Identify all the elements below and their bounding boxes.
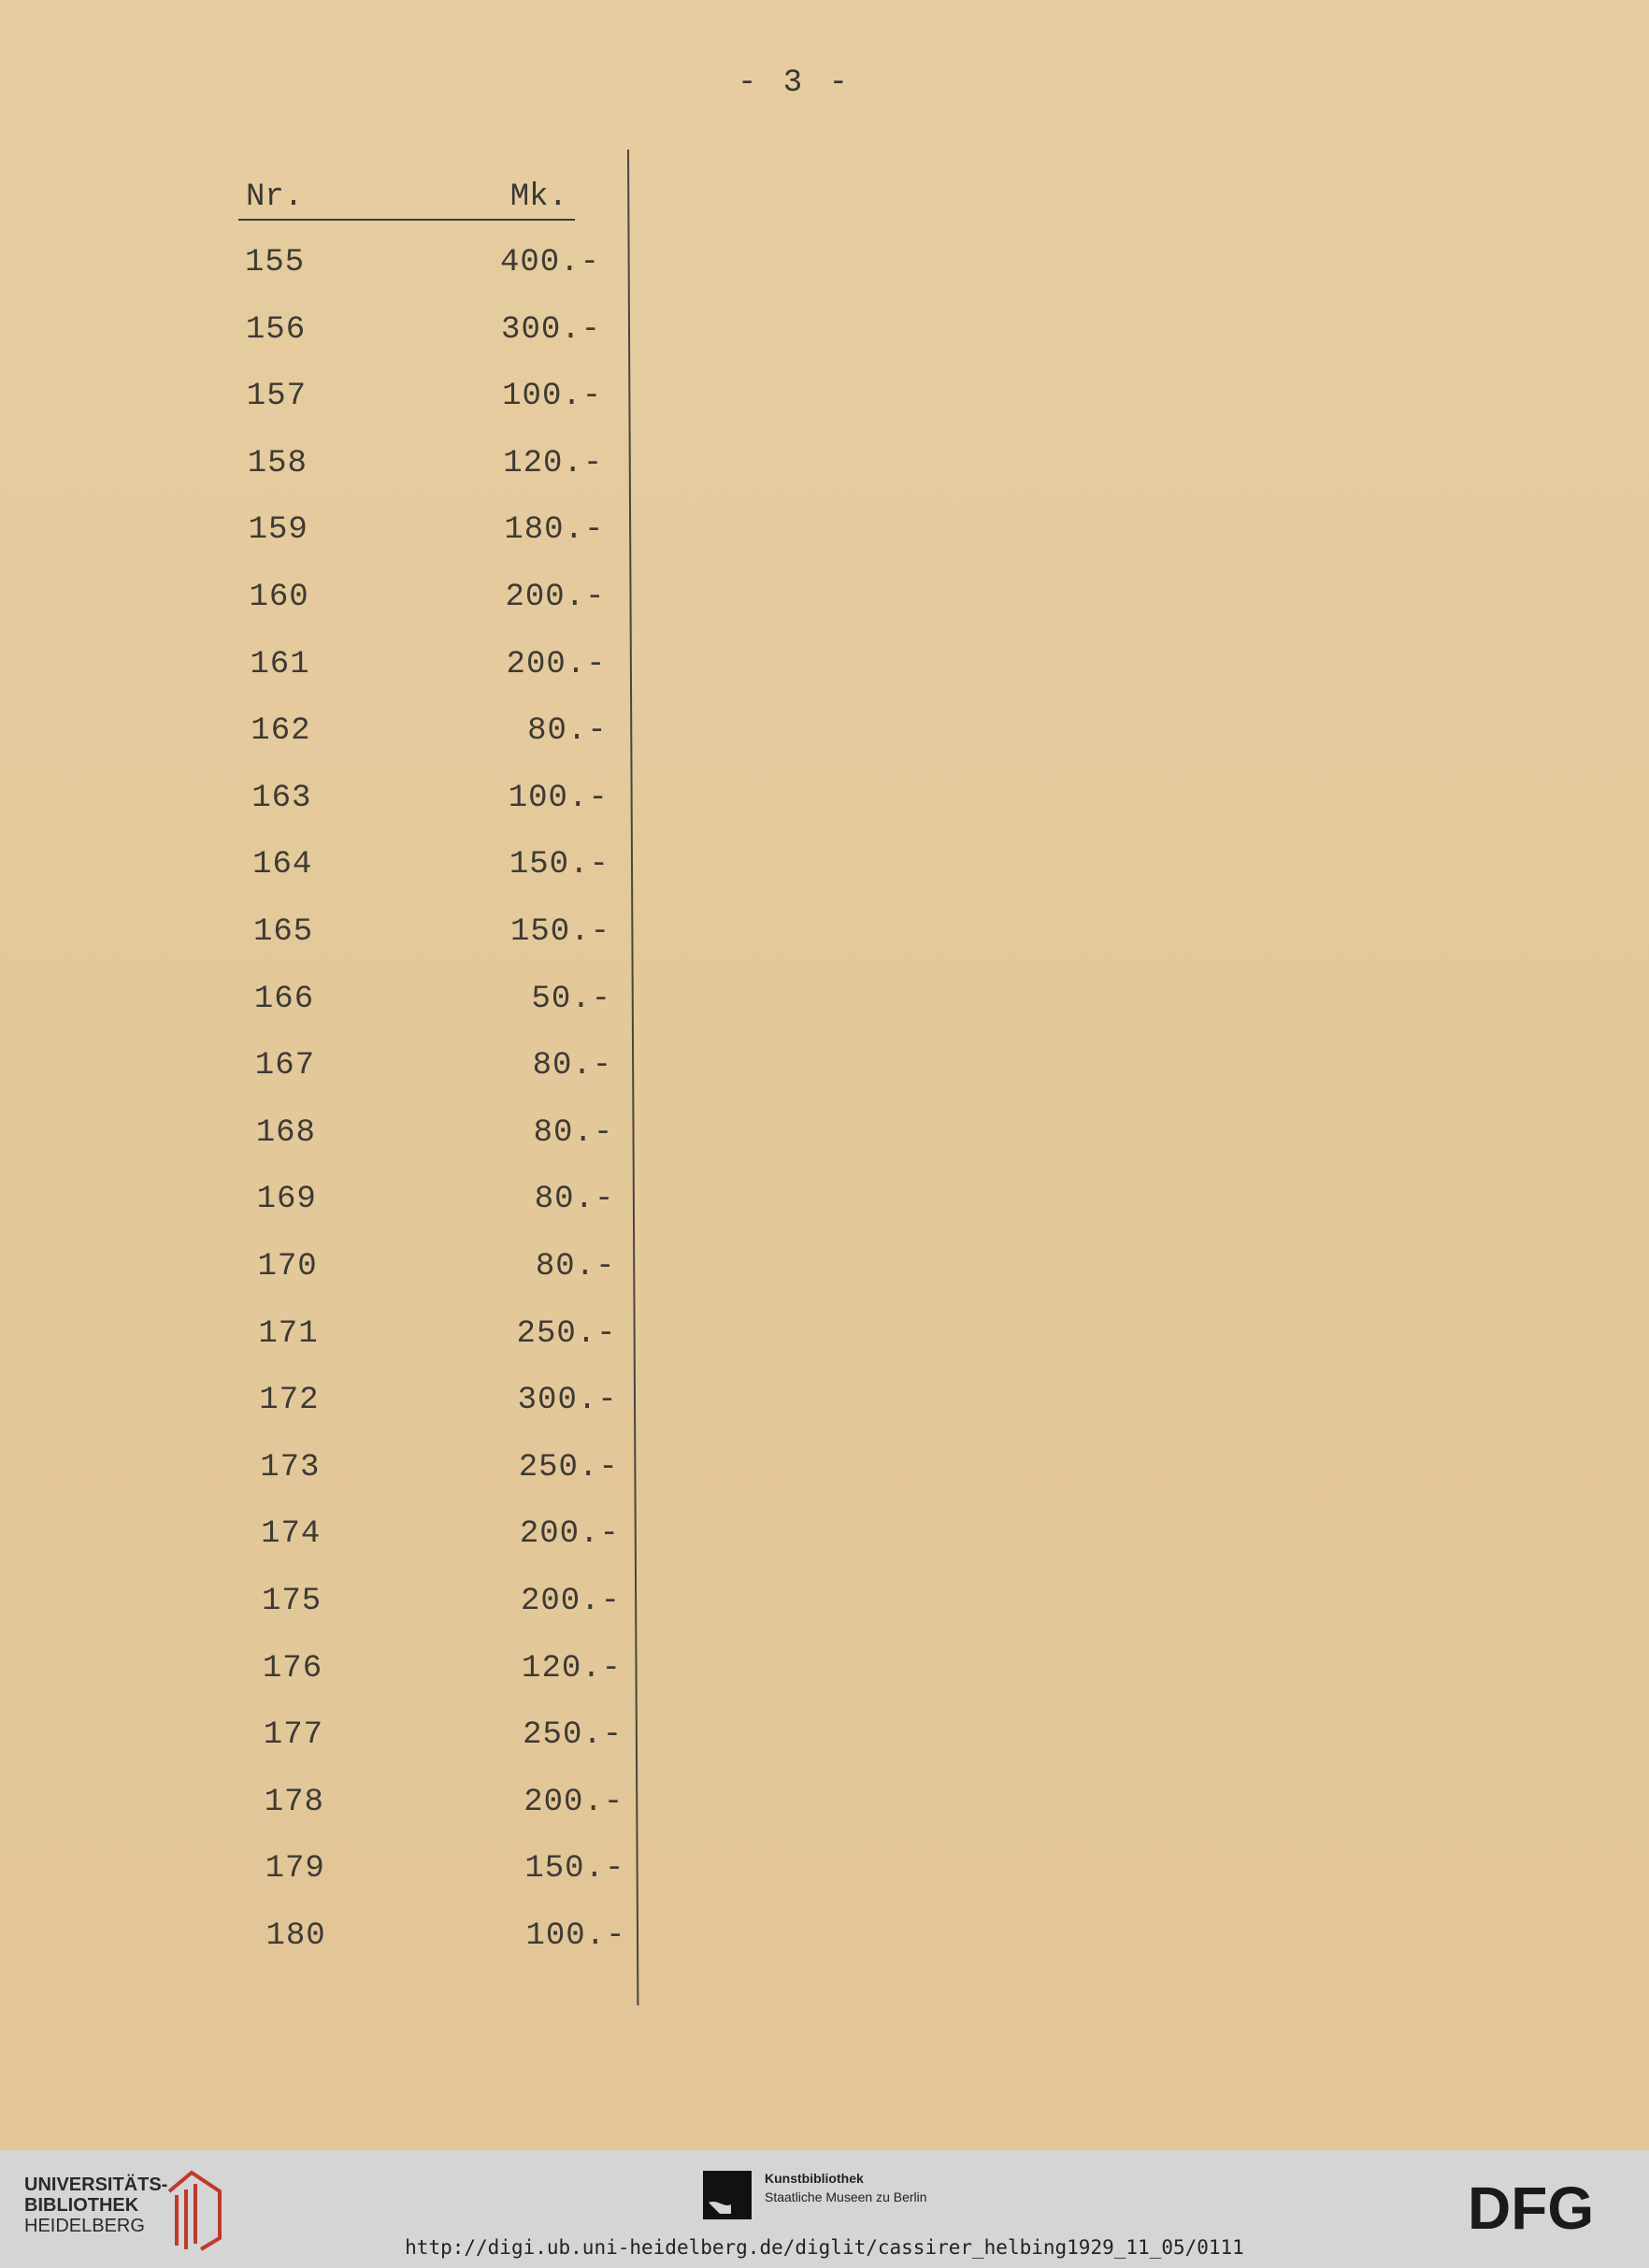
row-mk: 180.- bbox=[504, 512, 605, 549]
row-nr: 169 bbox=[256, 1182, 317, 1218]
table-row bbox=[254, 982, 611, 1028]
row-nr: 167 bbox=[254, 1048, 316, 1084]
row-mk: 80.- bbox=[527, 713, 608, 750]
row-mk: 300.- bbox=[501, 311, 602, 348]
row-mk: 200.- bbox=[506, 646, 607, 682]
row-mk: 150.- bbox=[524, 1851, 625, 1888]
row-nr: 163 bbox=[251, 780, 312, 816]
row-mk: 100.- bbox=[508, 780, 609, 816]
table-row bbox=[259, 1383, 617, 1429]
ub-line1: UNIVERSITÄTS- bbox=[24, 2175, 168, 2195]
table-row bbox=[248, 446, 604, 493]
table-row bbox=[262, 1584, 621, 1630]
row-nr: 168 bbox=[255, 1114, 316, 1151]
row-mk: 150.- bbox=[509, 847, 609, 883]
page-number: - 3 - bbox=[737, 65, 853, 101]
row-mk: 200.- bbox=[519, 1516, 620, 1553]
row-nr: 175 bbox=[262, 1584, 323, 1619]
table-row bbox=[266, 1918, 626, 1965]
table-row bbox=[261, 1516, 620, 1563]
row-nr: 176 bbox=[262, 1650, 323, 1687]
row-mk: 120.- bbox=[503, 445, 604, 481]
row-nr: 164 bbox=[252, 847, 313, 883]
row-mk: 200.- bbox=[523, 1784, 624, 1820]
header-mk: Mk. bbox=[509, 179, 567, 215]
row-nr: 180 bbox=[265, 1918, 326, 1954]
table-row bbox=[253, 914, 610, 961]
row-nr: 177 bbox=[263, 1717, 324, 1754]
table-row bbox=[250, 580, 606, 626]
dfg-logo-text: DFG bbox=[1468, 2178, 1595, 2234]
row-nr: 178 bbox=[264, 1784, 324, 1820]
ub-line3: HEIDELBERG bbox=[24, 2216, 145, 2236]
table-row bbox=[264, 1717, 623, 1764]
table-row bbox=[246, 312, 601, 359]
footer bbox=[0, 2150, 1649, 2268]
row-mk: 400.- bbox=[499, 245, 600, 280]
row-mk: 50.- bbox=[531, 981, 612, 1017]
row-nr: 159 bbox=[248, 512, 308, 549]
kunstbibliothek-logo[interactable] bbox=[765, 2169, 927, 2206]
row-mk: 120.- bbox=[522, 1650, 623, 1687]
table-row bbox=[255, 1048, 612, 1095]
dfg-logo[interactable] bbox=[1468, 2178, 1627, 2234]
row-nr: 160 bbox=[249, 580, 309, 615]
table-row bbox=[258, 1249, 616, 1296]
row-mk: 80.- bbox=[535, 1249, 616, 1285]
row-nr: 156 bbox=[245, 311, 307, 348]
table-row bbox=[257, 1182, 615, 1228]
row-nr: 174 bbox=[261, 1516, 322, 1553]
document-url[interactable]: http://digi.ub.uni-heidelberg.de/diglit/cassirer_helbing1929_11_05/0111 bbox=[405, 2236, 1244, 2259]
table-row bbox=[265, 1785, 624, 1831]
row-mk: 250.- bbox=[516, 1315, 617, 1352]
table-row bbox=[251, 713, 607, 760]
table-row bbox=[245, 245, 600, 292]
table-row bbox=[263, 1651, 622, 1698]
table-row bbox=[265, 1851, 625, 1898]
kb-line2: Staatliche Museen zu Berlin bbox=[765, 2189, 927, 2204]
row-nr: 171 bbox=[258, 1315, 319, 1352]
ub-heidelberg-logo[interactable] bbox=[24, 2175, 167, 2236]
row-nr: 166 bbox=[253, 981, 315, 1017]
table-row bbox=[256, 1115, 614, 1162]
kunstbibliothek-icon bbox=[703, 2171, 752, 2219]
row-nr: 179 bbox=[265, 1851, 325, 1888]
table-row bbox=[249, 512, 605, 559]
kb-line1: Kunstbibliothek bbox=[765, 2171, 864, 2186]
table-row bbox=[252, 847, 609, 894]
row-nr: 158 bbox=[247, 445, 308, 481]
row-mk: 150.- bbox=[509, 914, 610, 950]
row-nr: 165 bbox=[253, 914, 314, 950]
ub-line2: BIBLIOTHEK bbox=[24, 2195, 139, 2216]
table-row bbox=[260, 1450, 619, 1497]
row-mk: 200.- bbox=[520, 1584, 621, 1619]
row-mk: 80.- bbox=[532, 1048, 613, 1084]
row-nr: 173 bbox=[260, 1449, 321, 1486]
row-mk: 100.- bbox=[525, 1918, 626, 1954]
row-nr: 155 bbox=[245, 245, 306, 280]
row-mk: 250.- bbox=[523, 1717, 624, 1754]
row-nr: 172 bbox=[259, 1383, 320, 1419]
row-mk: 80.- bbox=[534, 1182, 615, 1218]
row-mk: 100.- bbox=[502, 379, 603, 415]
table-row bbox=[251, 781, 609, 827]
row-mk: 300.- bbox=[517, 1383, 618, 1419]
row-nr: 162 bbox=[251, 713, 311, 750]
table-row bbox=[247, 379, 602, 425]
table-row bbox=[250, 647, 606, 694]
row-mk: 80.- bbox=[533, 1114, 614, 1151]
table-row bbox=[258, 1316, 616, 1363]
header-nr: Nr. bbox=[246, 179, 304, 215]
price-list bbox=[0, 0, 710, 2057]
row-mk: 200.- bbox=[505, 580, 606, 615]
row-nr: 157 bbox=[246, 379, 308, 415]
row-nr: 161 bbox=[250, 646, 310, 682]
row-nr: 170 bbox=[257, 1249, 318, 1285]
row-mk: 250.- bbox=[518, 1449, 619, 1486]
